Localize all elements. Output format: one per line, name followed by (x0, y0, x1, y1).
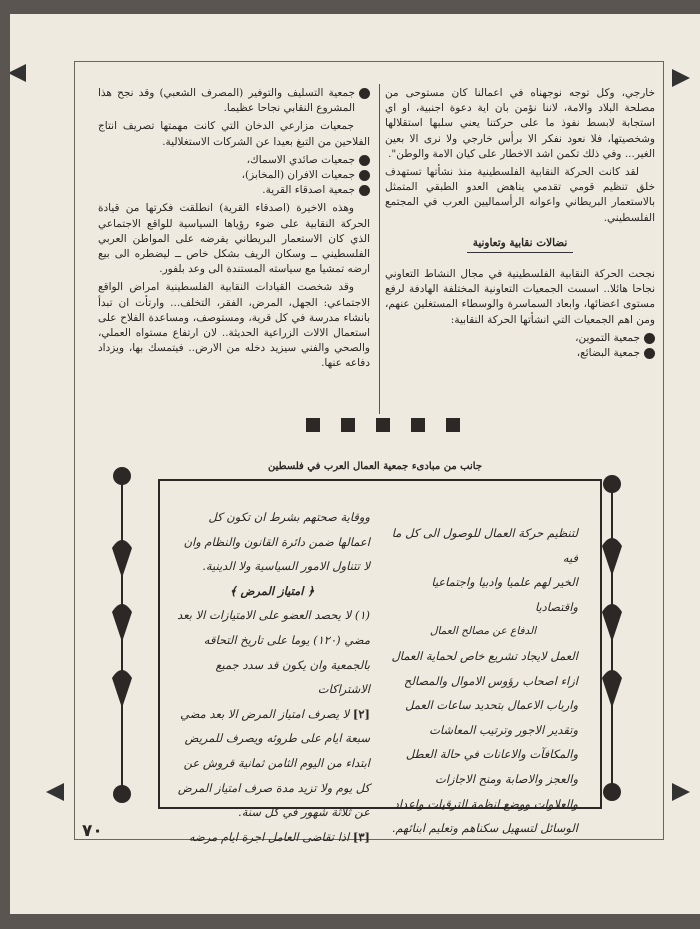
list-item: جمعيات صائدي الاسماك، (98, 153, 370, 168)
list-item: جمعية التموين، (385, 331, 655, 346)
document-right-column (388, 521, 578, 841)
doc-rule: (١) لا يحصد العضو على الامتيازات الا بعد مضي (١٢٠) يوما على تاريخ التحاقه بالجمعية وان يكون قد سدد جميع الاشتراكات (177, 608, 370, 697)
column-divider (379, 84, 380, 414)
separator-square (341, 418, 355, 432)
right-paragraph-2: لقد كانت الحركة النقابية الفلسطينية منذ نشأتها تستهدف خلق تنظيم قومي تقدمي يناهض العدو الطبقي المتمثل بالاستعمار البريطاني واعوانه الرأسماليين العرب في المجتمع الفلسطيني. (385, 166, 655, 224)
right-intro-paragraph: خارجي، وكل توجه نوجهناه في اعمالنا كان مستوحى من مصلحة البلاد والامة، لاننا نؤمن بان اية دعوة اجنبية، او اي استجابة لابسط نفوذ ما على حركتنا يعني سلبها استقلالها وشخصيتها، فلا نعود نفكر الا برأس خارجي ولا نرى الا بعين الغير... وفي ذلك تكمن اشد الاخطار على كيان الامة والوطن". (385, 87, 655, 160)
magazine-page (10, 14, 700, 914)
doc-line: الخير لهم علميا وادبيا واجتماعيا واقتصاديا (431, 575, 578, 614)
bullet-icon (359, 155, 370, 166)
doc-rule: [٢] لا يصرف امتياز المرض الا بعد مضي سبعة ايام على طروئه ويصرف للمريض ابتداء من اليوم الثامن ثمانية قروش عن كل يوم ولا تزيد مدة صرف امتياز المرض عن ثلاثة شهور في كل سنة. (177, 706, 370, 820)
corner-triangle-left-bottom (46, 783, 64, 801)
left-first-item (98, 86, 370, 116)
doc-heading: ﴿ امتياز المرض ﴾ (229, 583, 315, 598)
corner-triangle-left-top (10, 64, 26, 82)
left-bullet-list (98, 153, 370, 199)
section-subheading: نضالات نقابية وتعاونية (385, 236, 655, 251)
left-column (98, 86, 370, 375)
doc-body: العمل لايجاد تشريع خاص لحماية العمال ازاء اصحاب رؤوس الاموال والمصالح وارباب الاعمال بتحديد ساعات العمل وتقدير الاجور وترتيب المعاشات والمكافآت والاعانات في حالة العطل والعجز والاصابة ومنح الاجازات والعلاوات ووضع انظمة الترقيات واعداد الوسائل لتسهيل سكناهم وتعليم ابنائهم. (391, 648, 578, 836)
corner-triangle-right-top (672, 69, 690, 87)
separator-square (376, 418, 390, 432)
diagnosis-paragraph: وقد شخصت القيادات النقابية الفلسطينية امراض الواقع الاجتماعي: الجهل، المرض، الفقر، التخلف... وارتأت ان تبدأ بانشاء مدرسة في كل قرية، ومستوصف، ومساعدة الفلاح على استعمال الالات الزراعية الحديثة.. لان ارتفاع مستواه العملي، والصحي والفني سيزيد دخله من الارض.. فيتمسك بها، ويزداد دفاعه عنها. (98, 281, 370, 370)
page-number: ٧٠ (82, 821, 103, 841)
left-ornament-icon (108, 466, 136, 806)
doc-line: لتنظيم حركة العمال للوصول الى كل ما فيه (391, 526, 578, 565)
right-paragraph-3: نجحت الحركة النقابية الفلسطينية في مجال النشاط التعاوني نجاحا هائلا.. اسست الجمعيات التعاونية المختلفة الهادفة لرفع مستوى اعضائها، وابعاد السماسرة والوسطاء المستغلين عنهم، ومن اهم الجمعيات التي انشأتها الحركة النقابية: (385, 268, 655, 326)
doc-rule: [٣] اذا تقاضى العامل اجرة ايام مرضه (188, 829, 370, 844)
document-left-column (174, 505, 370, 849)
corner-triangle-right-bottom (672, 783, 690, 801)
list-item: جمعيات الافران (المخابز)، (98, 168, 370, 183)
list-item: جمعية اصدقاء القرية. (98, 183, 370, 198)
square-separator (306, 418, 460, 432)
right-bullet-list (385, 331, 655, 361)
bullet-icon (644, 348, 655, 359)
list-item: جمعية البضائع، (385, 346, 655, 361)
separator-square (306, 418, 320, 432)
document-caption: جانب من مبادىء جمعية العمال العرب في فلسطين (267, 461, 483, 472)
doc-intro: ووقاية صحتهم بشرط ان تكون كل اعمالها ضمن دائرة القانون والنظام وان لا تتناول الامور السياسية ولا الدينية. (183, 510, 370, 574)
bullet-icon (359, 170, 370, 181)
right-column (385, 86, 655, 364)
bullet-icon (644, 333, 655, 344)
right-ornament-icon (598, 474, 626, 804)
bullet-icon (359, 88, 370, 99)
bullet-icon (359, 185, 370, 196)
village-paragraph: وهذه الاخيرة (اصدقاء القرية) انطلقت فكرتها من قيادة الحركة النقابية على ضوء رؤياها السياسية للواقع الاجتماعي الذي كان الاستعمار البريطاني يفرضه على المواطن العربي الفلسطيني ــ وسكان الريف بشكل خاص ــ ليضطره الى بيع ارضه تمشيا مع سياسته المستندة الى وعد بلفور. (98, 202, 370, 276)
list-item: جمعية التسليف والتوفير (المصرف الشعبي) وقد نجح هذا المشروع النقابي نجاحا عظيما. (98, 86, 370, 116)
document-box (158, 479, 602, 844)
doc-heading: الدفاع عن مصالح العمال (429, 625, 537, 638)
separator-square (411, 418, 425, 432)
farmers-paragraph: جمعيات مزارعي الدخان التي كانت مهمتها تصريف انتاج الفلاحين من التبغ بعيدا عن الشركات الاستغلالية. (98, 120, 370, 148)
separator-square (446, 418, 460, 432)
